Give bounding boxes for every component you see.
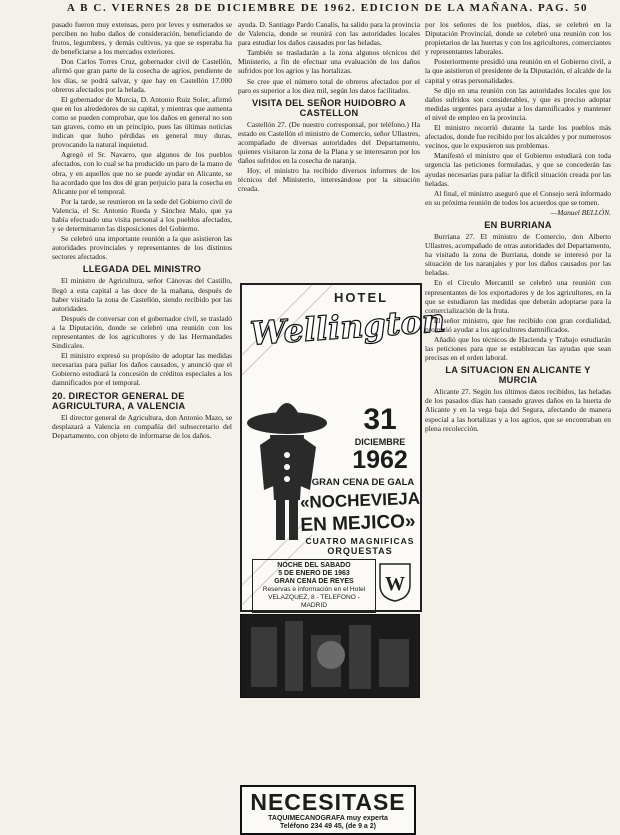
paragraph: pasado fueron muy extensas, pero por leves y esmerados se perciben no hubo daños de consideración, beneficiando de frutos, legumbres, y demás cultivos, ya que se esperaba ha de beneficiarse a los mercados exteriores. — [52, 20, 232, 57]
paragraph: Castellón 27. (De nuestro corresponsal, por teléfono.) Ha estado en Castellón el ministro de Comercio, señor Ullastres, acompañado de diversas autoridades del Departamento, quienes visitaron la zona de la Plana y se interesaron por los daños sufridos en la cosecha de naranja. — [238, 119, 420, 166]
gala-title: GRAN CENA DE GALA — [311, 477, 415, 488]
paragraph: El gobernador de Murcia, D. Antonio Ruiz Soler, afirmó que en los alrededores de su capital, y mientras que aumenta como se pueden comprobar, que los daños en general no son tan graves, como en un principio, pues las últimas noticias indican que hubo pérdidas en general muy duras, provocando la natural inquietud. — [52, 94, 232, 150]
paragraph: Añadió que los técnicos de Hacienda y Trabajo estudiarán las peticiones para que se establezcan las ayudas que sean precisas en el orden laboral. — [425, 335, 611, 363]
orchestras-line1: CUATRO MAGNIFICAS — [305, 536, 415, 546]
paragraph: Se dijo en una reunión con las autoridades locales que los daños sufridos son considerables, y que es preciso adoptar medidas urgentes para ayudar a los damnificados y mantener el nivel de empleo en la provincia. — [425, 85, 611, 122]
info-line: Reservas e información en el Hotel — [262, 586, 366, 593]
crest-letter: W — [385, 573, 405, 595]
section-heading: EN BURRIANA — [484, 219, 552, 230]
paragraph: Se cree que el número total de obreros afectados por el paro es superior a los diez mil, según los datos facilitados. — [238, 76, 420, 95]
paragraph: También se trasladarán a la zona algunos técnicos del Ministerio, a fin de efectuar una evaluación de los daños sufridos por los agrios y las hortalizas. — [238, 48, 420, 76]
dark-ad-graphic — [241, 615, 419, 697]
paragraph: En el Círculo Mercantil se celebró una reunión con representantes de los exportadores y de los agricultores, en la que se estudiaron las medidas que deberán adoptarse para la comercialización de la fruta. — [425, 278, 611, 315]
paragraph: El ministro recorrió durante la tarde los pueblos más afectados, donde fue recibido por los alcaldes y por numerosos vecinos, que le expusieron sus problemas. — [425, 123, 611, 151]
event-month: DICIEMBRE — [354, 437, 406, 447]
paragraph: Después de conversar con el gobernador civil, se trasladó a la Diputación, donde se celebró una reunión con los representantes de los agricultores y de las Hermandades Sindicales. — [52, 313, 232, 351]
column-1 — [52, 20, 232, 830]
paragraph: Alicante 27. Según los últimos datos recibidos, las heladas de los pasados días han causado graves daños en la huerta de Alicante y en la vega baja del Segura, afectando de manera especial a las hortalizas y a los agrios, que se encontraban en plena recolección. — [425, 387, 611, 433]
page-header: A B C. VIERNES 28 DE DICIEMBRE DE 1962. EDICION DE LA MAÑANA. PAG. 50 — [66, 2, 589, 14]
paragraph: por los señores de los pueblos, días, se celebró en la Diputación Provincial, donde se celebró una reunión con los propietarios de las huertas y con los agricultores, comerciantes y representantes laborales. — [425, 20, 611, 57]
hotel-crest-icon — [377, 561, 413, 603]
paragraph: El director general de Agricultura, don Antonio Mazo, se desplazará a Valencia en compañía del subsecretario del Departamento, con objeto de informarse de los daños. — [52, 412, 232, 440]
paragraph: Manifestó el ministro que el Gobierno estudiará con toda urgencia las peticiones formuladas, y que se concederán las ayudas necesarias para paliar la difícil situación creada por las heladas. — [425, 151, 611, 188]
paragraph: Al final, el ministro aseguró que el Consejo será informado en su próxima reunión de todos los acuerdos que se tomen. — [425, 188, 611, 207]
column-2 — [238, 20, 420, 282]
paragraph: Por la tarde, se reunieron en la sede del Gobierno civil de Valencia, el Sr. Antonio Rueda y Sánchez Malo, que ya había efectuado una visita personal a los pueblos afectados, y se determinaron las disposiciones del Gobierno. — [52, 196, 232, 234]
paragraph: El ministro de Agricultura, señor Cánovas del Castillo, llegó a esta capital a las doce de la mañana, después de haber visitado la zona de Castellón, siendo recibido por las autoridades. — [52, 276, 232, 313]
info-line: VELAZQUEZ, 8 - TELEFONO - MADRID — [268, 594, 360, 609]
ad-line: TAQUIMECANOGRAFA muy experta — [268, 815, 388, 822]
paragraph: Burriana 27. El ministro de Comercio, don Alberto Ullastres, acompañado de otras autoridades del Departamento, ha visitado la zona de Burriana, donde se interesó por la situación de los naranjales y por los daños causados por las heladas. — [425, 231, 611, 278]
ad-line: Teléfono 234 49 45, (de 9 a 2) — [280, 823, 376, 830]
section-heading: 20. DIRECTOR GENERAL DE AGRICULTURA, A VALENCIA — [52, 390, 186, 411]
event-name-line2: EN MEJICO» — [300, 510, 416, 537]
info-line: NOCHE DEL SABADO — [277, 562, 351, 569]
event-day: 31 — [363, 403, 397, 436]
orchestras-line2: ORQUESTAS — [327, 546, 393, 556]
event-name-line1: «NOCHEVIEJA — [299, 488, 421, 513]
necesitase-advertisement — [240, 785, 416, 835]
info-line: GRAN CENA DE REYES — [274, 578, 354, 585]
info-line: 5 DE ENERO DE 1963 — [278, 570, 350, 577]
section-heading: LLEGADA DEL MINISTRO — [82, 264, 202, 275]
hotel-name-logo: Wellington — [248, 301, 447, 353]
event-year: 1962 — [352, 446, 408, 474]
column-3 — [425, 20, 611, 830]
paragraph: Agregó el Sr. Navarro, que algunos de los pueblos afectados, con lo cual se ha producido un paro de la mano de obra, y en aquellos que no se puede ayudar en Alicante, se ha acordado que los dos dé gran perjuicio para la cosecha en Alicante por el temporal. — [52, 150, 232, 196]
paragraph: Don Carlos Torres Cruz, gobernador civil de Castellón, afirmó que gran parte de la cosecha de agrios, pendiente de los días, se podrá salvar, y que hay en Castellón 17.000 obreros afectados por la helada. — [52, 57, 232, 94]
paragraph: Hoy, el ministro ha recibido diversos informes de los técnicos del Ministerio, interesándose por la situación creada. — [238, 166, 420, 194]
paragraph: Se celebró una importante reunión a la que asistieron las autoridades provinciales y representantes de los distintos sectores afectados. — [52, 234, 232, 262]
hotel-label: HOTEL — [334, 290, 389, 305]
hotel-wellington-advertisement — [240, 283, 447, 612]
ad-title: NECESITASE — [250, 789, 406, 815]
section-heading: VISITA DEL SEÑOR HUIDOBRO A CASTELLON — [251, 97, 407, 118]
section-heading: LA SITUACION EN ALICANTE Y MURCIA — [445, 365, 591, 386]
paragraph: ayuda. D. Santiago Pardo Canalis, ha salido para la provincia de Valencia, donde se reunirá con las autoridades locales para estudiar los daños causados por las heladas. — [238, 20, 420, 48]
paragraph: El ministro expresó su propósito de adoptar las medidas necesarias para paliar los daños causados, y anunció que el Gobierno estudiará la concesión de créditos especiales a los damnificados por el temporal. — [52, 351, 232, 388]
paragraph: Posteriormente presidió una reunión en el Gobierno civil, a la que asistieron el presidente de la Diputación, el alcalde de la capital y otras personalidades. — [425, 57, 611, 85]
byline: —Manuel BELLÓN. — [550, 207, 611, 217]
dark-picture-advertisement — [240, 614, 420, 698]
paragraph: El señor ministro, que fue recibido con gran cordialidad, prometió ayudar a los agricultores damnificados. — [425, 315, 611, 334]
ad-info-box — [252, 559, 376, 613]
